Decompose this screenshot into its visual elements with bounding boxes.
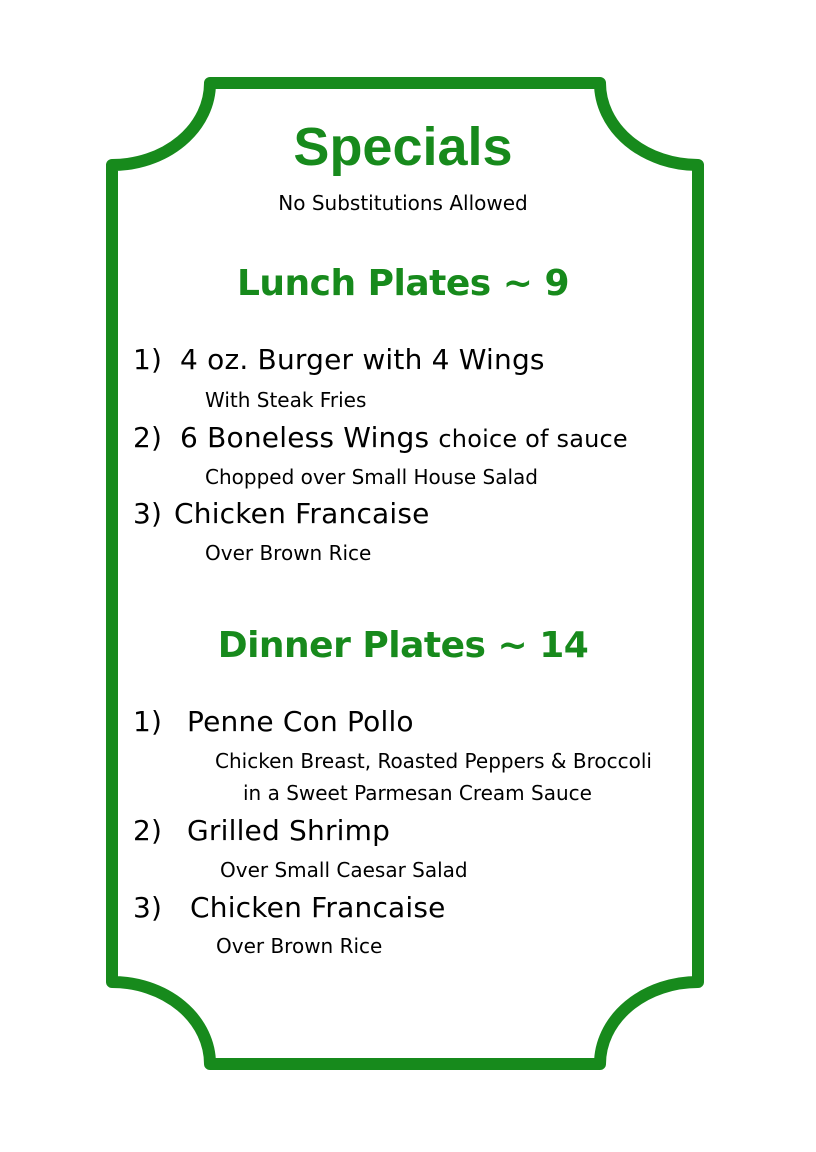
lunch-item-1-description: With Steak Fries	[205, 388, 367, 412]
substitutions-note: No Substitutions Allowed	[278, 191, 528, 215]
dinner-item-2-description: Over Small Caesar Salad	[220, 858, 468, 882]
page-title: Specials	[293, 117, 513, 177]
dinner-item-3-number: 3)	[133, 891, 163, 924]
lunch-item-2-number: 2)	[133, 421, 163, 454]
dinner-item-1-description-line-2: in a Sweet Parmesan Cream Sauce	[243, 781, 592, 805]
lunch-item-2-description: Chopped over Small House Salad	[205, 465, 538, 489]
lunch-item-2-name	[180, 421, 628, 454]
dinner-item-3-description: Over Brown Rice	[216, 934, 383, 958]
dinner-item-2-number: 2)	[133, 814, 163, 847]
lunch-heading: Lunch Plates ~ 9	[236, 263, 570, 304]
lunch-item-3-description: Over Brown Rice	[205, 541, 372, 565]
dinner-item-1-number: 1)	[133, 705, 163, 738]
lunch-item-2-title: 6 Boneless Wings	[180, 421, 430, 454]
dinner-item-2-name: Grilled Shrimp	[187, 814, 391, 847]
lunch-item-2-sauce-note: choice of sauce	[438, 425, 628, 453]
lunch-item-1-number: 1)	[133, 343, 163, 376]
dinner-item-1-name: Penne Con Pollo	[187, 705, 414, 738]
lunch-item-1-name: 4 oz. Burger with 4 Wings	[180, 343, 545, 376]
dinner-item-1-description-line-1: Chicken Breast, Roasted Peppers & Broccoli	[215, 749, 652, 773]
dinner-item-3-name: Chicken Francaise	[190, 891, 446, 924]
dinner-heading: Dinner Plates ~ 14	[217, 625, 589, 666]
lunch-item-3-name: Chicken Francaise	[174, 497, 430, 530]
lunch-item-3-number: 3)	[133, 497, 163, 530]
